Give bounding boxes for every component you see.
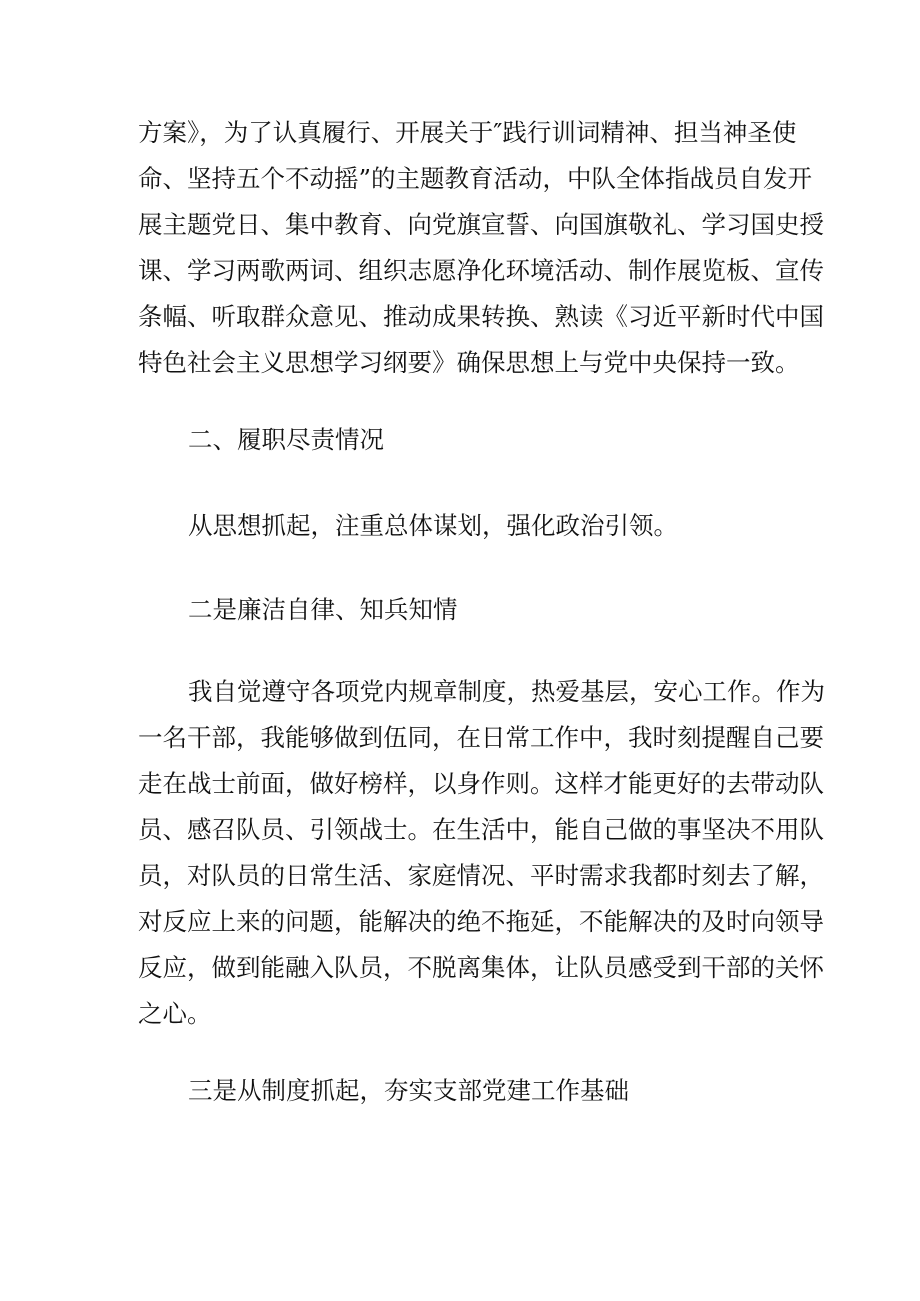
paragraph-line: 反应，做到能融入队员，不脱离集体，让队员感受到干部的关怀 [138, 953, 824, 982]
paragraph-line: 员、感召队员、引领战士。在生活中，能自己做的事坚决不用队 [138, 815, 824, 844]
paragraph-line: 方案》，为了认真履行、开展关于″践行训词精神、担当神圣使 [138, 118, 797, 147]
subsection-heading: 二是廉洁自律、知兵知情 [188, 595, 458, 624]
section-heading: 二、履职尽责情况 [188, 425, 384, 454]
paragraph-line: 条幅、听取群众意见、推动成果转换、熟读《习近平新时代中国 [138, 302, 824, 331]
paragraph-line: 对反应上来的问题，能解决的绝不拖延，不能解决的及时向领导 [138, 907, 824, 936]
paragraph-line: 之心。 [138, 999, 212, 1028]
paragraph-line: 走在战士前面，做好榜样，以身作则。这样才能更好的去带动队 [138, 769, 824, 798]
paragraph-line: 命、坚持五个不动摇”的主题教育活动，中队全体指战员自发开 [138, 164, 813, 193]
paragraph-line: 特色社会主义思想学习纲要》确保思想上与党中央保持一致。 [138, 348, 800, 377]
paragraph-line: 课、学习两歌两词、组织志愿净化环境活动、制作展览板、宣传 [138, 256, 824, 285]
paragraph-line: 我自觉遵守各项党内规章制度，热爱基层，安心工作。作为 [188, 677, 825, 706]
paragraph-line: 一名干部，我能够做到伍同，在日常工作中，我时刻提醒自己要 [138, 723, 824, 752]
paragraph-line: 展主题党日、集中教育、向党旗宣誓、向国旗敬礼、学习国史授 [138, 210, 824, 239]
subsection-heading: 三是从制度抓起，夯实支部党建工作基础 [188, 1076, 629, 1105]
paragraph: 从思想抓起，注重总体谋划，强化政治引领。 [188, 511, 678, 540]
paragraph-line: 员，对队员的日常生活、家庭情况、平时需求我都时刻去了解， [138, 861, 824, 890]
